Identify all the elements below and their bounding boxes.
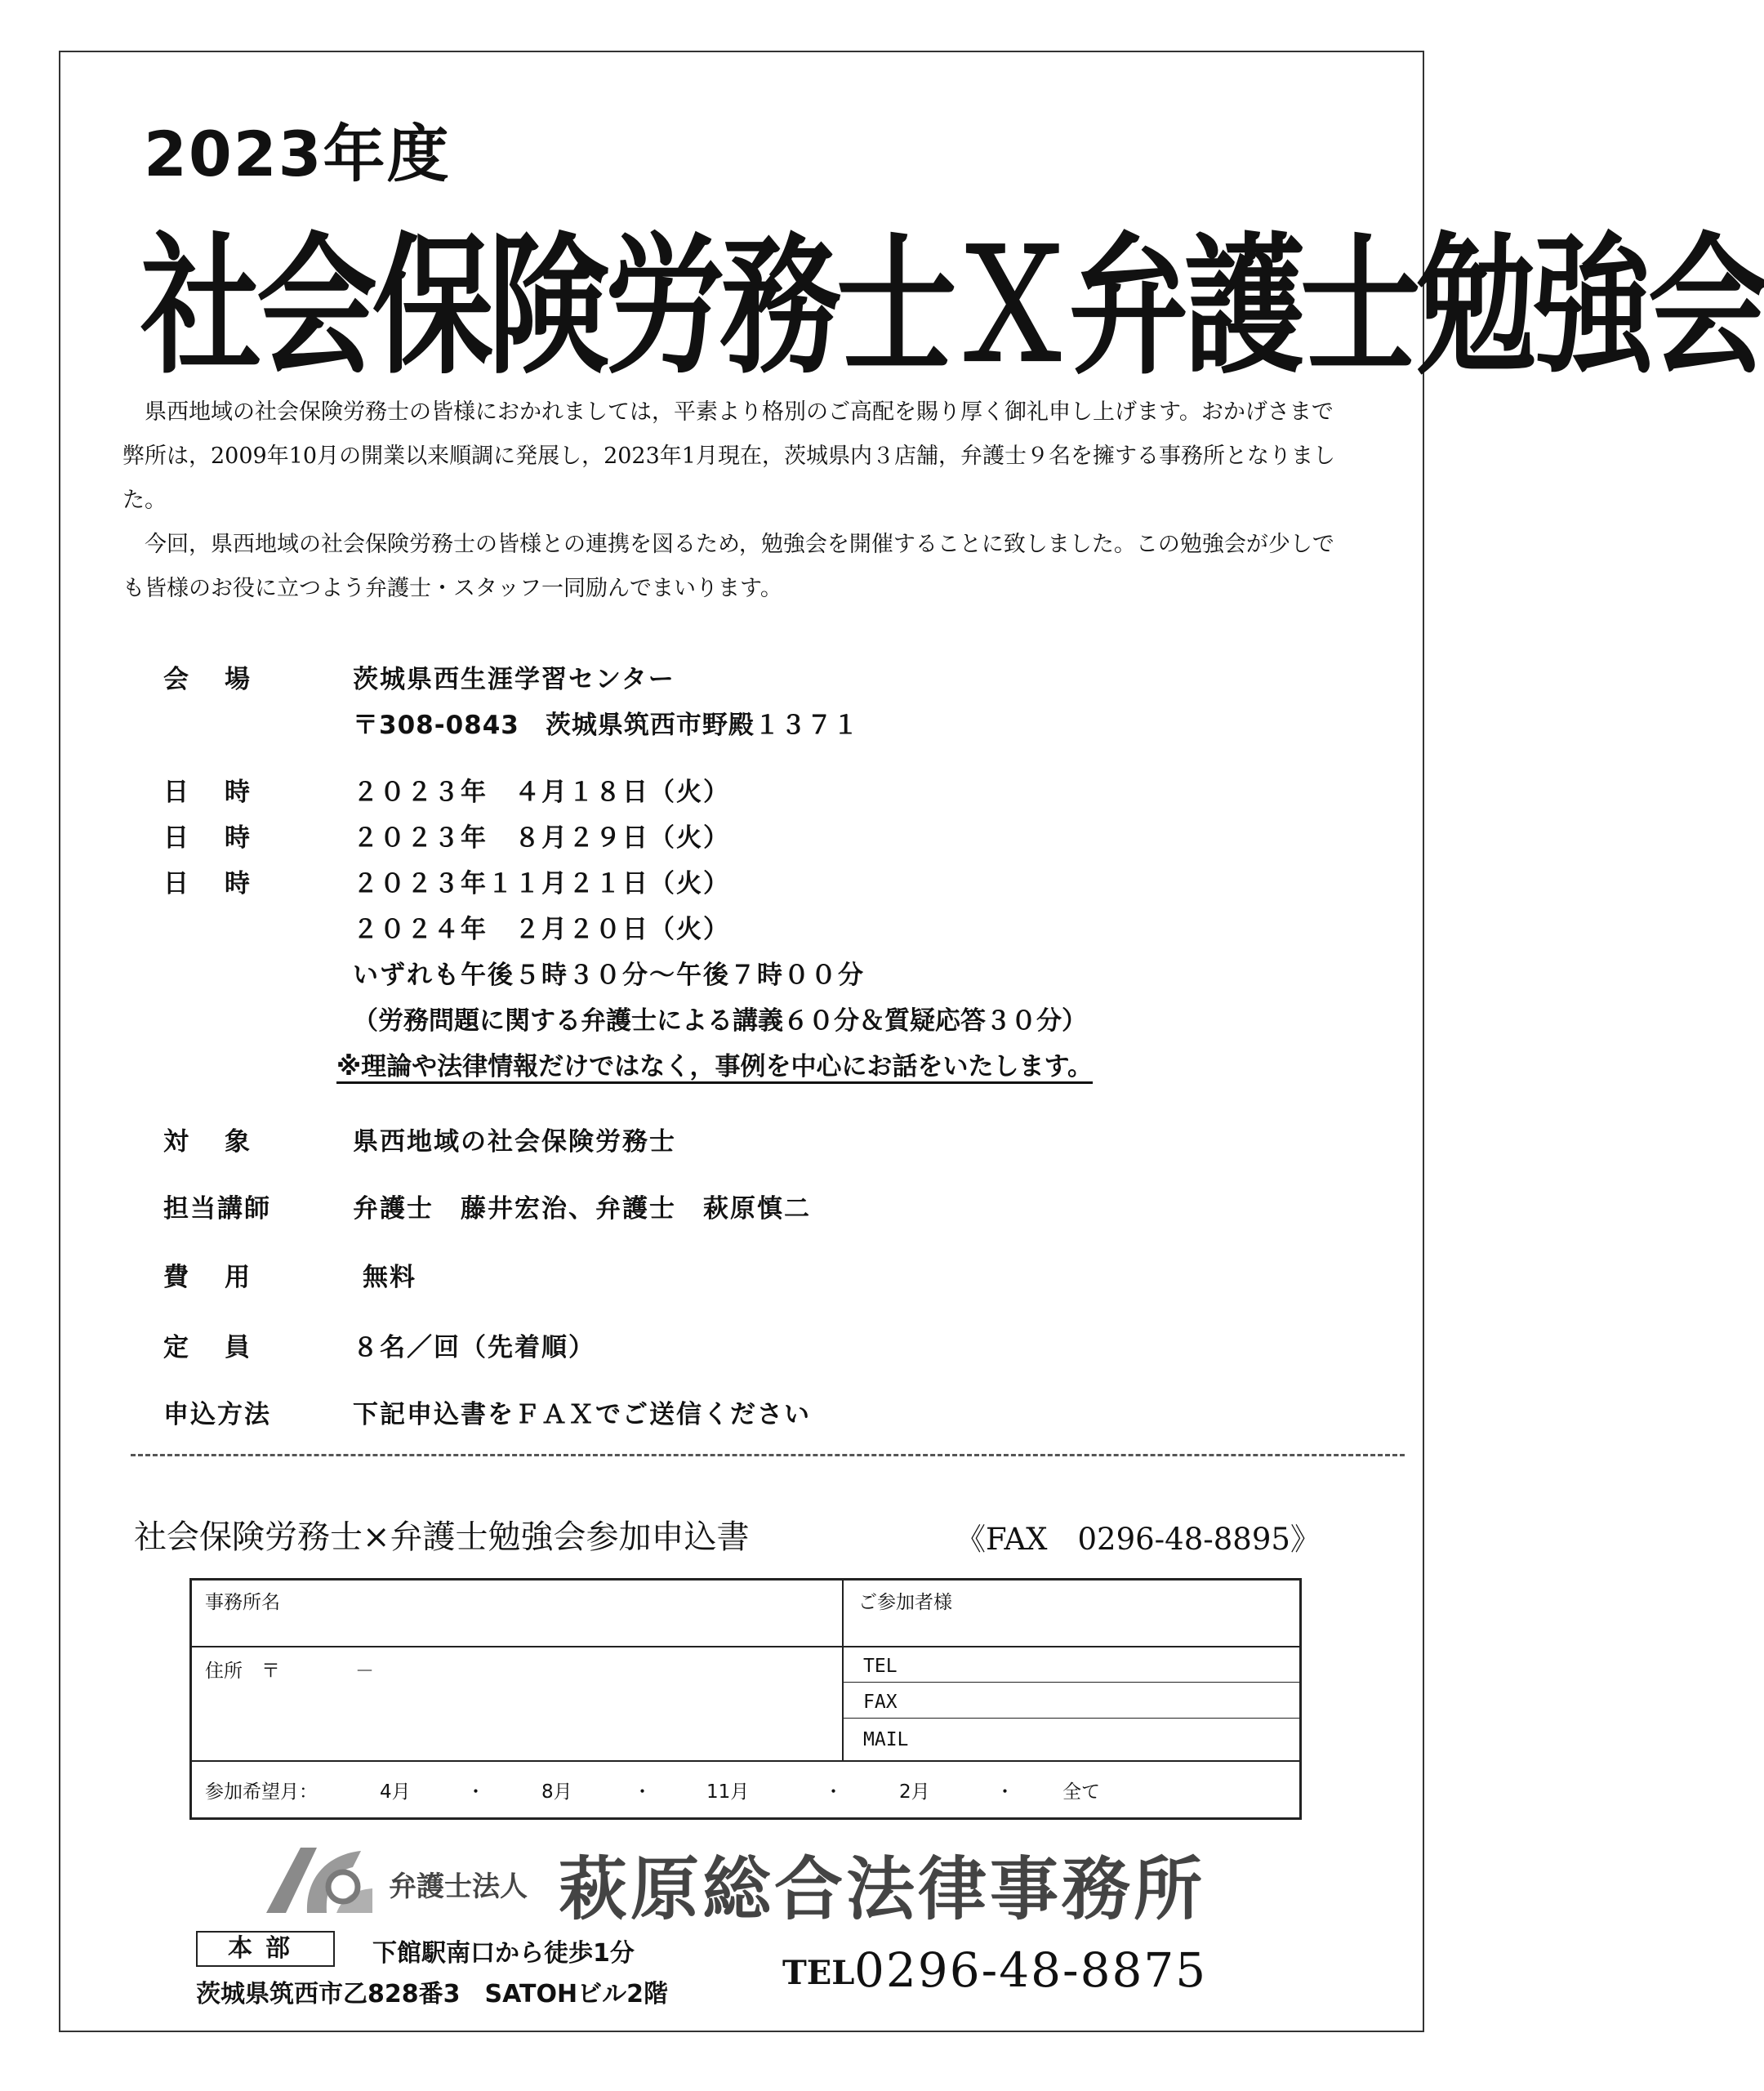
month-february: 2月 (899, 1781, 930, 1803)
date-1: ２０２３年 ４月１８日（火） (353, 778, 730, 807)
fee-label: 費用 (163, 1263, 286, 1292)
page-title: 社会保険労務士Ｘ弁護士勉強会 (140, 219, 1764, 395)
month-separator: ・ (466, 1781, 485, 1803)
venue-address: 〒308-0843 茨城県筑西市野殿１３７１ (353, 711, 859, 740)
month-separator: ・ (633, 1781, 652, 1803)
firm-type: 弁護士法人 (389, 1870, 528, 1903)
venue-label: 会場 (163, 665, 286, 694)
lecturer-label: 担当講師 (163, 1194, 271, 1224)
apply-label: 申込方法 (163, 1400, 271, 1429)
target-label: 対象 (163, 1127, 286, 1157)
apply-value: 下記申込書をＦＡＸでご送信ください (353, 1400, 811, 1429)
form-title: 社会保険労務士×弁護士勉強会参加申込書 (134, 1518, 750, 1556)
month-november: 11月 (706, 1781, 750, 1803)
application-form (189, 1578, 1302, 1820)
capacity-label: 定員 (163, 1333, 286, 1362)
form-row-divider-2 (192, 1760, 1299, 1762)
date-label-3: 日時 (163, 869, 286, 898)
cut-line (131, 1454, 1405, 1456)
firm-logo-icon (258, 1843, 381, 1916)
date-2: ２０２３年 ８月２９日（火） (353, 823, 730, 853)
date-3: ２０２３年１１月２１日（火） (353, 869, 730, 898)
form-row-divider-fax (842, 1718, 1299, 1719)
mail-label: MAIL (863, 1729, 909, 1750)
session-time: いずれも午後５時３０分～午後７時００分 (353, 961, 865, 990)
headquarters-label: 本部 (196, 1931, 335, 1967)
month-separator: ・ (996, 1781, 1014, 1803)
tel-label: TEL (863, 1656, 898, 1677)
venue-name: 茨城県西生涯学習センター (353, 665, 675, 694)
form-row-divider-1 (192, 1646, 1299, 1647)
headquarters-address: 茨城県筑西市乙828番3 SATOHビル2階 (196, 1980, 668, 2009)
form-row-divider-tel (842, 1682, 1299, 1683)
date-label-2: 日時 (163, 823, 286, 853)
form-fax-number: 《FAX 0296-48-8895》 (956, 1522, 1321, 1557)
fee-value: 無料 (363, 1263, 416, 1292)
month-all: 全て (1062, 1781, 1100, 1803)
firm-name: 萩原総合法律事務所 (559, 1849, 1206, 1929)
intro-paragraph-1: 県西地域の社会保険労務士の皆様におかれましては，平素より格別のご高配を賜り厚く御礼申し上げます。おかげさまで弊所は，2009年10月の開業以来順調に発展し，2023年1月現在，茨城県内３店舗，弁護士９名を擁する事務所となりました。 (122, 399, 1335, 513)
fax-label: FAX (863, 1692, 898, 1713)
firm-phone-number: 0296-48-8875 (854, 1942, 1208, 1998)
office-name-label: 事務所名 (205, 1592, 280, 1613)
form-vertical-divider (842, 1581, 844, 1760)
date-4: ２０２４年 ２月２０日（火） (353, 915, 730, 944)
date-label-1: 日時 (163, 778, 286, 807)
months-label: 参加希望月： (205, 1781, 318, 1803)
address-label: 住所 〒 － (205, 1661, 374, 1682)
headquarters-access: 下館駅南口から徒歩1分 (372, 1939, 635, 1968)
lecturer-value: 弁護士 藤井宏治、弁護士 萩原慎二 (353, 1194, 811, 1224)
capacity-value: ８名／回（先着順） (353, 1333, 595, 1362)
month-april: 4月 (380, 1781, 411, 1803)
month-august: 8月 (541, 1781, 572, 1803)
month-separator: ・ (824, 1781, 843, 1803)
session-note: ※理論や法律情報だけではなく，事例を中心にお話をいたします。 (336, 1052, 1094, 1081)
target-value: 県西地域の社会保険労務士 (353, 1127, 676, 1157)
intro-paragraph-2: 今回，県西地域の社会保険労務士の皆様との連携を図るため，勉強会を開催することに致しました。この勉強会が少しでも皆様のお役に立つよう弁護士・スタッフ一同励んでまいります。 (122, 532, 1334, 601)
intro-text (122, 390, 1348, 611)
session-content: （労務問題に関する弁護士による講義６０分＆質疑応答３０分） (353, 1006, 1087, 1036)
fiscal-year: 2023年度 (144, 118, 451, 190)
tel-prefix: TEL (782, 1954, 855, 1992)
participant-label: ご参加者様 (858, 1592, 952, 1613)
